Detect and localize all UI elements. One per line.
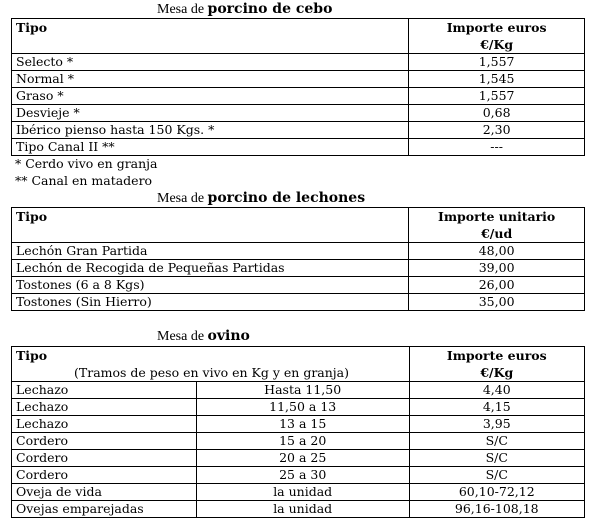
- ovino-tramo: 20 a 25: [196, 450, 409, 467]
- cebo-title-bold: porcino de cebo: [207, 1, 333, 17]
- ovino-importe: 4,15: [409, 399, 584, 416]
- cebo-importe: ---: [409, 139, 585, 156]
- lechones-tipo: Lechón Gran Partida: [12, 243, 409, 260]
- ovino-tipo: Cordero: [12, 467, 197, 484]
- table-row: [12, 277, 585, 294]
- table-row: [12, 243, 585, 260]
- lechones-header-tipo: Tipo: [12, 208, 409, 243]
- table-row: [12, 139, 585, 156]
- table-row: [12, 484, 585, 501]
- lechones-header-importe-2: €/ud: [481, 226, 513, 241]
- lechones-table: [11, 207, 585, 311]
- ovino-importe: 96,16-108,18: [409, 501, 584, 518]
- table-row: [12, 88, 585, 105]
- cebo-header-tipo: Tipo: [12, 19, 409, 54]
- ovino-tramo: 13 a 15: [196, 416, 409, 433]
- ovino-importe: S/C: [409, 433, 584, 450]
- ovino-importe: S/C: [409, 467, 584, 484]
- ovino-header-importe-1: Importe euros: [446, 348, 547, 363]
- cebo-header-importe-2: €/Kg: [480, 37, 514, 52]
- lechones-tipo: Lechón de Recogida de Pequeñas Partidas: [12, 260, 409, 277]
- table-row: [12, 260, 585, 277]
- cebo-tipo: Desvieje *: [12, 105, 409, 122]
- lechones-importe: 26,00: [409, 277, 585, 294]
- cebo-importe: 1,557: [409, 54, 585, 71]
- ovino-tipo: Cordero: [12, 433, 197, 450]
- ovino-tramo: 25 a 30: [196, 467, 409, 484]
- lechones-importe: 48,00: [409, 243, 585, 260]
- ovino-table: [11, 346, 585, 518]
- ovino-header-importe: [409, 347, 584, 382]
- cebo-note-1: * Cerdo vivo en granja: [15, 156, 158, 171]
- ovino-tramo: 11,50 a 13: [196, 399, 409, 416]
- ovino-importe: 3,95: [409, 416, 584, 433]
- cebo-header-row: [12, 19, 585, 54]
- ovino-title-bold: ovino: [207, 328, 250, 344]
- lechones-importe: 35,00: [409, 294, 585, 311]
- ovino-tramo: la unidad: [196, 484, 409, 501]
- ovino-header-row: [12, 347, 585, 382]
- cebo-importe: 1,557: [409, 88, 585, 105]
- lechones-title-prefix: Mesa de: [157, 191, 208, 206]
- ovino-header-sub: (Tramos de peso en vivo en Kg y en granja): [74, 365, 350, 380]
- ovino-importe: 4,40: [409, 382, 584, 399]
- lechones-tipo: Tostones (Sin Hierro): [12, 294, 409, 311]
- cebo-tipo: Tipo Canal II **: [12, 139, 409, 156]
- table-row: [12, 433, 585, 450]
- cebo-note-2: ** Canal en matadero: [15, 173, 153, 188]
- table-row: [12, 467, 585, 484]
- lechones-header-row: [12, 208, 585, 243]
- lechones-header-importe-1: Importe unitario: [437, 209, 556, 224]
- ovino-header-importe-2: €/Kg: [480, 365, 514, 380]
- ovino-title-prefix: Mesa de: [157, 329, 208, 344]
- cebo-tipo: Graso *: [12, 88, 409, 105]
- table-row: [12, 54, 585, 71]
- table-row: [12, 105, 585, 122]
- table-row: [12, 382, 585, 399]
- cebo-header-importe: [409, 19, 585, 54]
- ovino-tipo: Cordero: [12, 450, 197, 467]
- table-row: [12, 416, 585, 433]
- table-row: [12, 501, 585, 518]
- table-row: [12, 399, 585, 416]
- cebo-tipo: Normal *: [12, 71, 409, 88]
- table-row: [12, 71, 585, 88]
- ovino-header-tipo-cell: [12, 347, 410, 382]
- lechones-tipo: Tostones (6 a 8 Kgs): [12, 277, 409, 294]
- cebo-table: [11, 18, 585, 156]
- lechones-title: [157, 190, 365, 207]
- cebo-title-prefix: Mesa de: [157, 2, 208, 17]
- cebo-title: [157, 1, 332, 18]
- ovino-tipo: Oveja de vida: [12, 484, 197, 501]
- ovino-importe: S/C: [409, 450, 584, 467]
- ovino-tipo: Ovejas emparejadas: [12, 501, 197, 518]
- cebo-tipo: Selecto *: [12, 54, 409, 71]
- lechones-title-bold: porcino de lechones: [207, 190, 366, 206]
- cebo-header-importe-1: Importe euros: [446, 20, 547, 35]
- ovino-importe: 60,10-72,12: [409, 484, 584, 501]
- ovino-tipo: Lechazo: [12, 399, 197, 416]
- ovino-title: [157, 328, 250, 345]
- table-row: [12, 294, 585, 311]
- ovino-tramo: Hasta 11,50: [196, 382, 409, 399]
- cebo-importe: 2,30: [409, 122, 585, 139]
- cebo-tipo: Ibérico pienso hasta 150 Kgs. *: [12, 122, 409, 139]
- table-row: [12, 450, 585, 467]
- cebo-importe: 1,545: [409, 71, 585, 88]
- cebo-importe: 0,68: [409, 105, 585, 122]
- lechones-importe: 39,00: [409, 260, 585, 277]
- ovino-tipo: Lechazo: [12, 382, 197, 399]
- ovino-tramo: 15 a 20: [196, 433, 409, 450]
- table-row: [12, 122, 585, 139]
- ovino-header-tipo: Tipo: [16, 348, 48, 363]
- ovino-tramo: la unidad: [196, 501, 409, 518]
- lechones-header-importe: [409, 208, 585, 243]
- ovino-tipo: Lechazo: [12, 416, 197, 433]
